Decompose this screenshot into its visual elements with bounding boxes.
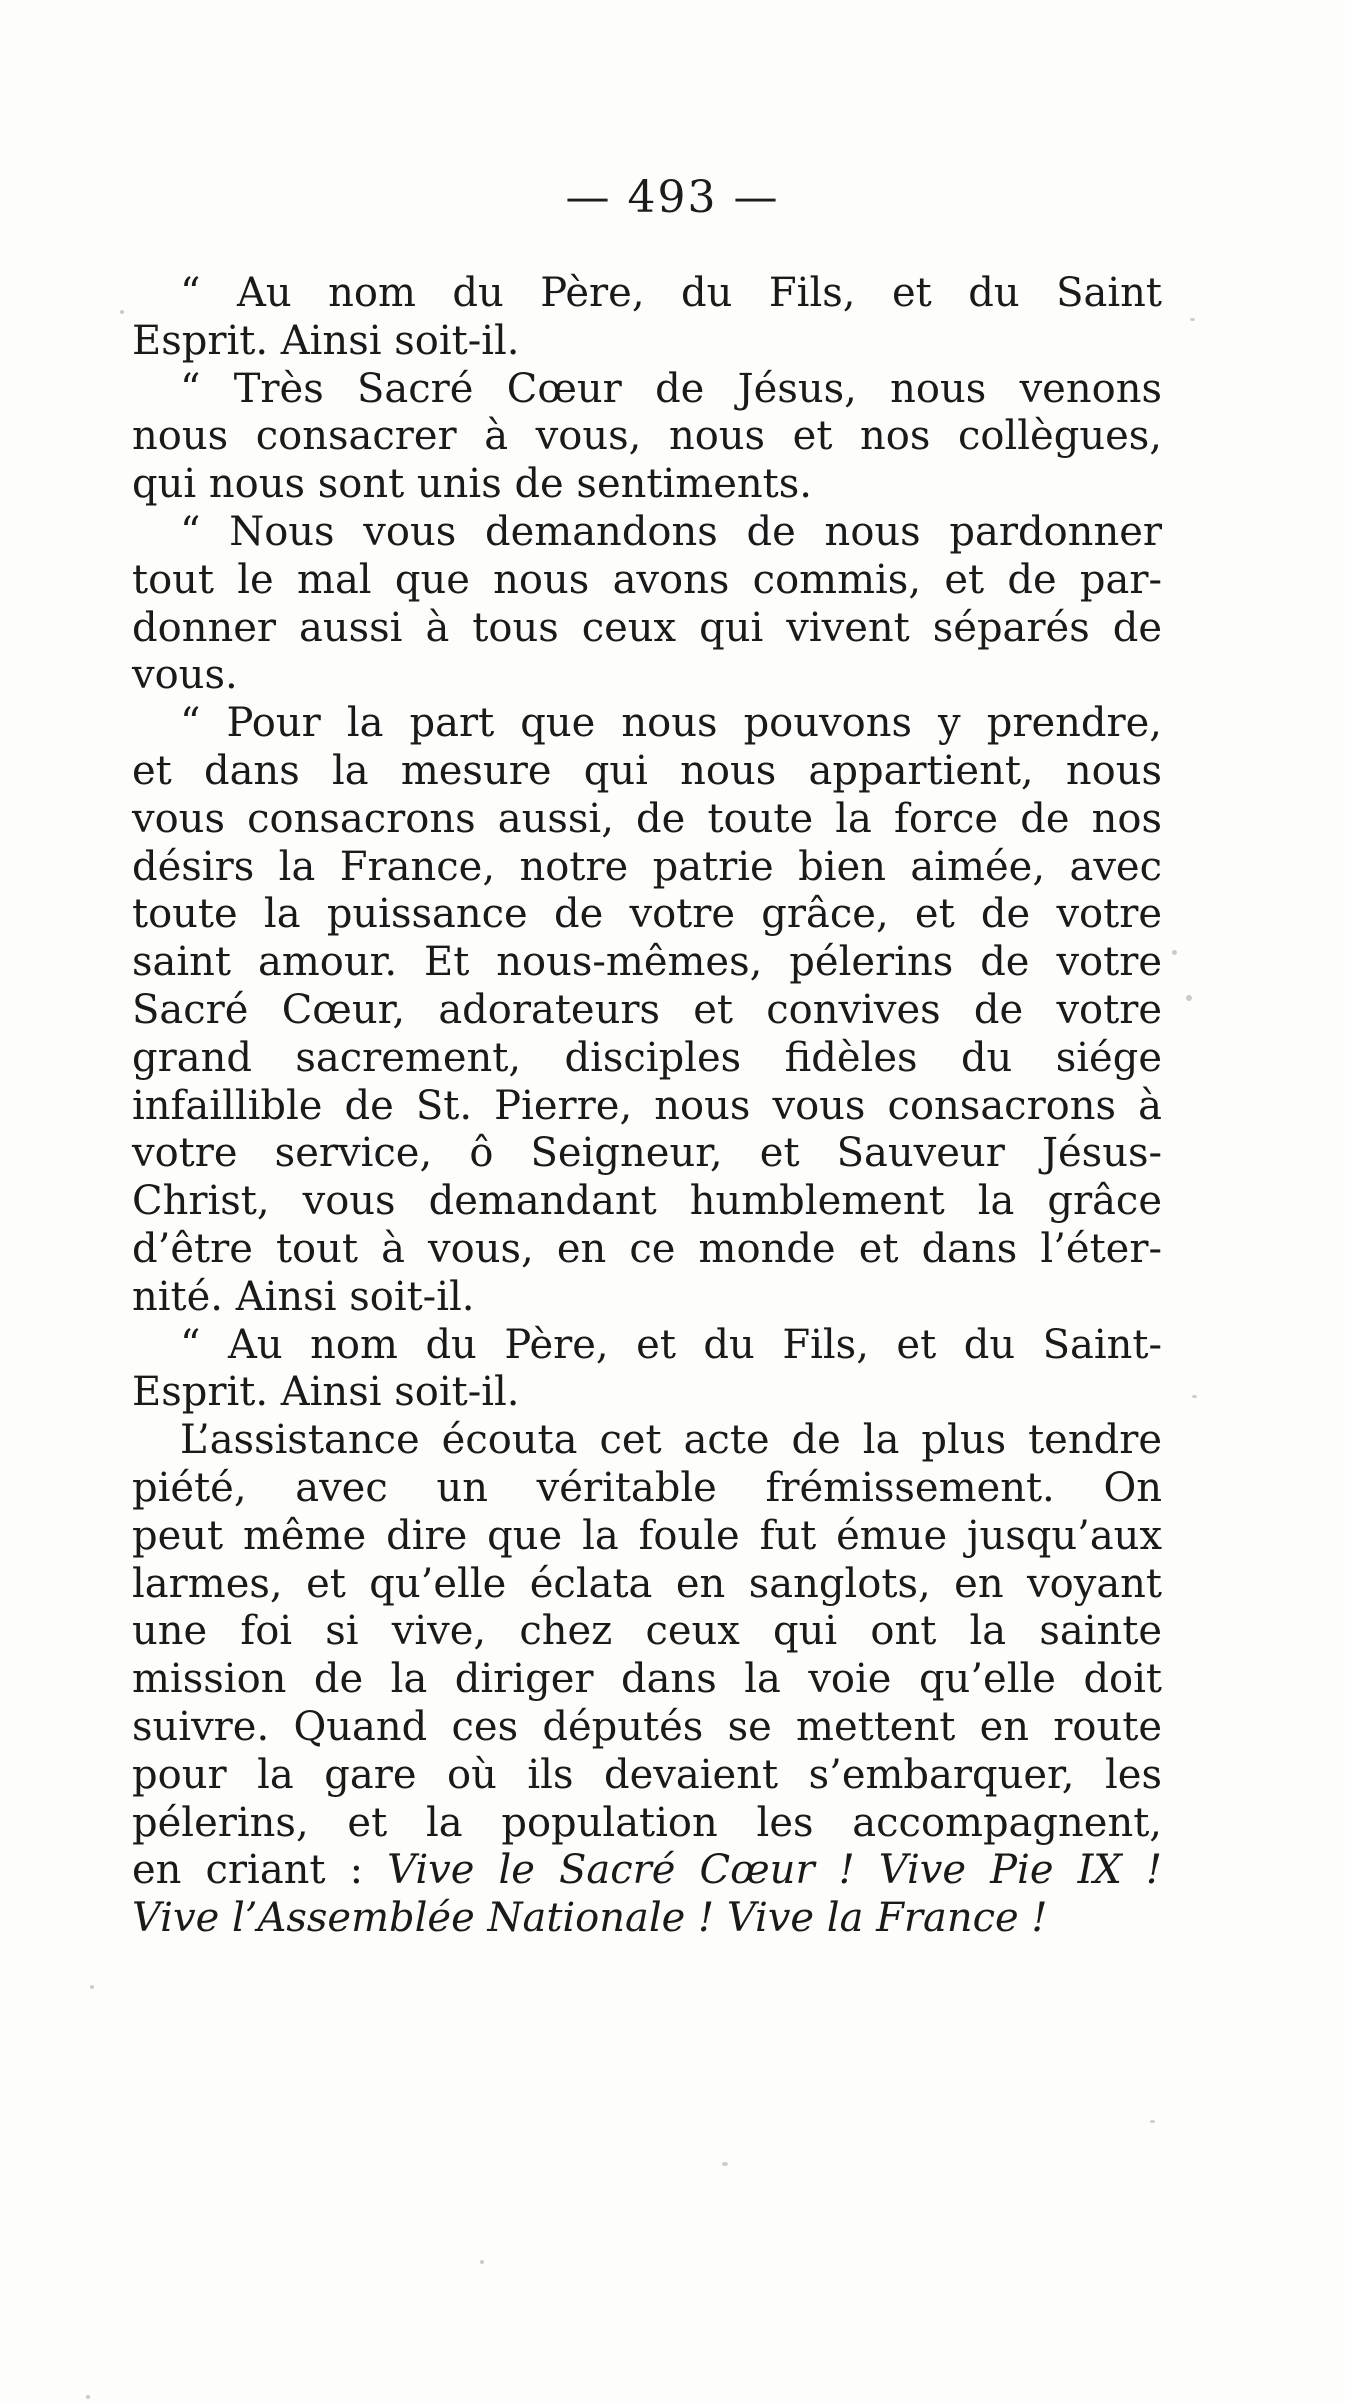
scan-speck: [1150, 2120, 1155, 2123]
text-line: désirs la France, notre patrie bien aimée, avec: [132, 843, 1162, 890]
text-line: qui nous sont unis de sentiments.: [132, 461, 812, 508]
scan-speck: [86, 2395, 90, 2399]
text-line: Christ, vous demandant humblement la grâce: [132, 1178, 1162, 1225]
scan-speck: [1186, 995, 1192, 1001]
text-line: “ Pour la part que nous pouvons y prendre,: [180, 700, 1162, 747]
text-line: Sacré Cœur, adorateurs et convives de votre: [132, 986, 1162, 1033]
text-line: nous consacrer à vous, nous et nos collègues,: [132, 413, 1162, 460]
text-line: larmes, et qu’elle éclata en sanglots, en voyant: [132, 1560, 1162, 1607]
text-line: “ Au nom du Père, et du Fils, et du Saint-: [180, 1321, 1162, 1368]
scan-speck: [1192, 1395, 1197, 1398]
text-line: L’assistance écouta cet acte de la plus tendre: [180, 1417, 1162, 1464]
text-line-final: Vive l’Assemblée Nationale ! Vive la France !: [132, 1895, 1048, 1942]
text-line: tout le mal que nous avons commis, et de par-: [132, 556, 1162, 603]
text-line: pour la gare où ils devaient s’embarquer, les: [132, 1751, 1162, 1798]
text-line: nité. Ainsi soit-il.: [132, 1273, 475, 1320]
text-line: suivre. Quand ces députés se mettent en route: [132, 1703, 1162, 1750]
text-line: vous.: [132, 652, 238, 699]
text-line: saint amour. Et nous-mêmes, pélerins de votre: [132, 939, 1162, 986]
text-line: peut même dire que la foule fut émue jusqu’aux: [132, 1512, 1162, 1559]
text-line: Esprit. Ainsi soit-il.: [132, 1369, 520, 1416]
text-line: mission de la diriger dans la voie qu’elle doit: [132, 1656, 1162, 1703]
text-line: vous consacrons aussi, de toute la force de nos: [132, 795, 1162, 842]
scan-speck: [120, 310, 124, 314]
text-line: d’être tout à vous, en ce monde et dans l’éter-: [132, 1225, 1162, 1272]
scan-speck: [1190, 318, 1195, 321]
text-line-lead: en criant :: [132, 1847, 388, 1894]
page-number: — 493 —: [565, 172, 780, 223]
text-line: “ Très Sacré Cœur de Jésus, nous venons: [180, 365, 1162, 412]
scan-speck: [722, 2162, 728, 2166]
text-line-mixed: [132, 1847, 1162, 1895]
text-line: pélerins, et la population les accompagnent,: [132, 1799, 1162, 1846]
text-line: “ Au nom du Père, du Fils, et du Saint: [180, 270, 1162, 316]
scan-speck: [90, 1985, 94, 1989]
text-line: grand sacrement, disciples fidèles du siége: [132, 1034, 1162, 1081]
text-line: piété, avec un véritable frémissement. On: [132, 1464, 1162, 1511]
body-text: [132, 270, 1162, 1943]
text-line: toute la puissance de votre grâce, et de votre: [132, 891, 1162, 938]
scan-speck: [480, 2260, 484, 2264]
text-line: infaillible de St. Pierre, nous vous consacrons à: [132, 1082, 1162, 1129]
scan-speck: [1172, 950, 1177, 955]
text-line-italic: Vive le Sacré Cœur ! Vive Pie IX !: [387, 1847, 1162, 1894]
text-line: “ Nous vous demandons de nous pardonner: [180, 508, 1162, 555]
text-line: et dans la mesure qui nous appartient, nous: [132, 747, 1162, 794]
text-line: une foi si vive, chez ceux qui ont la sainte: [132, 1608, 1162, 1655]
text-line: donner aussi à tous ceux qui vivent séparés de: [132, 604, 1162, 651]
text-line: Esprit. Ainsi soit-il.: [132, 317, 520, 364]
text-line: votre service, ô Seigneur, et Sauveur Jésus-: [132, 1130, 1162, 1177]
